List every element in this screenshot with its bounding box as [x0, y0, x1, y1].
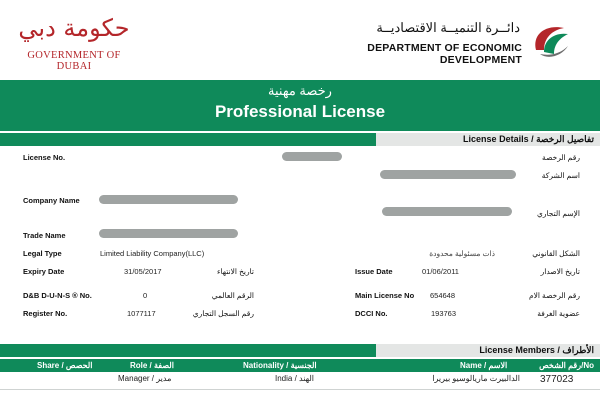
- duns-value: 0: [143, 291, 148, 300]
- legal-type-value: Limited Liability Company(LLC): [100, 249, 205, 258]
- page-title: Professional License: [214, 102, 386, 121]
- dcci-no-label: DCCI No.: [355, 309, 388, 318]
- expiry-date-label: Expiry Date: [23, 267, 65, 276]
- row-divider: [0, 389, 600, 390]
- issue-date-label-ar: تاريخ الاصدار: [540, 267, 580, 276]
- trade-name-label-ar: الإسم التجاري: [537, 209, 580, 218]
- license-details-header: [0, 133, 600, 146]
- license-details-title-en: License Details: [463, 134, 529, 144]
- register-no-label: Register No.: [23, 309, 68, 318]
- register-no-value: 1077117: [127, 309, 156, 318]
- member-person-no: 377023: [540, 374, 574, 385]
- expiry-date-value: 31/05/2017: [124, 267, 162, 276]
- dcci-no-label-ar: عضوية الغرفة: [537, 309, 580, 318]
- government-of-dubai-logo-text: GOVERNMENT OF DUBAI: [27, 50, 121, 72]
- company-name-label-ar: اسم الشركة: [541, 171, 580, 180]
- license-details-title-ar: تفاصيل الرخصة: [536, 134, 594, 144]
- trade-name-redacted: [99, 229, 238, 238]
- ded-logo-icon: [530, 20, 570, 58]
- department-name-arabic: دائــرة التنميــة الاقتصاديــة: [376, 20, 520, 35]
- dcci-no-value: 193763: [431, 309, 457, 318]
- license-no-redacted: [282, 152, 342, 161]
- legal-type-label-ar: الشكل القانوني: [532, 249, 580, 258]
- main-license-label-ar: رقم الرخصة الام: [528, 291, 580, 300]
- license-no-label: License No.: [23, 153, 66, 162]
- section-bar-green: [0, 133, 376, 146]
- register-no-label-ar: رقم السجل التجاري: [192, 309, 254, 318]
- department-name-english: DEPARTMENT OF ECONOMIC DEVELOPMENT: [367, 42, 522, 66]
- member-role: Manager / مدير: [118, 374, 172, 383]
- column-nationality: Nationality / الجنسية: [243, 361, 317, 370]
- column-person-no: رقم الشخص/No: [539, 361, 594, 370]
- members-table-header: [0, 359, 600, 372]
- issue-date-value: 01/06/2011: [422, 267, 459, 276]
- member-nationality: India / الهند: [275, 374, 314, 383]
- company-name-redacted: [99, 195, 238, 204]
- legal-type-label: Legal Type: [23, 249, 62, 258]
- table-row: [0, 374, 600, 388]
- license-members-title-ar: الأطراف: [562, 345, 594, 355]
- column-name: Name / الاسم: [460, 361, 508, 370]
- issue-date-label: Issue Date: [355, 267, 393, 276]
- expiry-date-label-ar: تاريخ الانتهاء: [217, 267, 254, 276]
- legal-type-value-ar: ذات مسئولية محدودة: [429, 249, 495, 258]
- duns-label: D&B D-U-N-S ® No.: [23, 291, 92, 300]
- member-name: الدالبيرت ماريالوسيو بيريرا: [432, 374, 520, 383]
- main-license-value: 654648: [430, 291, 456, 300]
- column-share: Share / الحصص: [37, 361, 93, 370]
- column-role: Role / الصفة: [130, 361, 174, 370]
- title-arabic: رخصة مهنية: [268, 83, 332, 98]
- company-name-label: Company Name: [23, 196, 80, 205]
- license-members-title: License Members / الأطراف: [479, 345, 594, 355]
- license-details-title: License Details / تفاصيل الرخصة: [463, 134, 594, 144]
- license-no-label-ar: رقم الرخصة: [542, 153, 580, 162]
- trade-name-label: Trade Name: [23, 231, 66, 240]
- main-license-label: Main License No: [355, 291, 415, 300]
- section-bar-green: [0, 344, 376, 357]
- license-members-header: [0, 344, 600, 357]
- government-of-dubai-logo-arabic: حكومة دبي: [18, 14, 130, 42]
- duns-label-ar: الرقم العالمي: [211, 291, 254, 300]
- license-members-title-en: License Members: [479, 345, 555, 355]
